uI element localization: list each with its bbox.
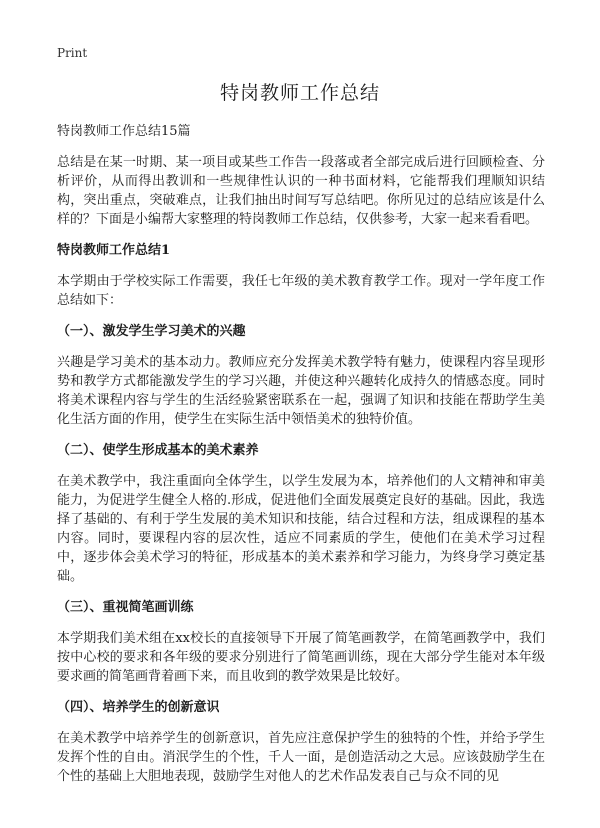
part-heading-3: （三）、重视简笔画训练 (57, 600, 194, 615)
document-subtitle: 特岗教师工作总结15篇 (57, 124, 191, 139)
part-heading-1: （一）、激发学生学习美术的兴趣 (57, 324, 246, 339)
section-heading: 特岗教师工作总结1 (57, 243, 171, 258)
print-link[interactable]: Print (57, 46, 88, 60)
part-heading-4: （四）、培养学生的创新意识 (57, 700, 220, 715)
part-heading-2: （二）、使学生形成基本的美术素养 (57, 443, 259, 458)
part-body-2: 在美术教学中，我注重面向全体学生，以学生发展为本，培养他们的人文精神和审美能力，为促进学生健全人格的.形成，促进他们全面发展奠定良好的基础。因此，我选择了基础的、有利于学生发展的美术知识和技能，结合过程和方法，组成课程的基本内容。同时，要课程内容的层次性，适应不同素质的学生，使他们在美术学习过程中，逐步体会美术学习的特征，形成基本的美术素养和学习能力，为终身学习奠定基础。 (57, 474, 545, 584)
document-content (57, 122, 545, 798)
document-title: 特岗教师工作总结 (219, 82, 380, 104)
intro-paragraph: 总结是在某一时期、某一项目或某些工作告一段落或者全部完成后进行回顾检查、分析评价，从而得出教训和一些规律性认识的一种书面材料，它能帮我们理顺知识结构，突出重点，突破难点，让我们抽出时间写写总结吧。你所见过的总结应该是什么样的？下面是小编帮大家整理的特岗教师工作总结，仅供参考，大家一起来看看吧。 (57, 155, 545, 227)
part-body-1: 兴趣是学习美术的基本动力。教师应充分发挥美术教学特有魅力，使课程内容呈现形势和教学方式都能激发学生的学习兴趣，并使这种兴趣转化成持久的情感态度。同时将美术课程内容与学生的生活经验紧密联系在一起，强调了知识和技能在帮助学生美化生活方面的作用，使学生在实际生活中领悟美术的独特价值。 (57, 355, 545, 427)
section-opening-paragraph: 本学期由于学校实际工作需要，我任七年级的美术教育教学工作。现对一学年度工作总结如下： (57, 274, 545, 308)
part-body-3: 本学期我们美术组在xx校长的直接领导下开展了简笔画教学，在简笔画教学中，我们按中心校的要求和各年级的要求分别进行了简笔画训练，现在大部分学生能对本年级要求画的简笔画背着画下来，而且收到的教学效果是比较好。 (57, 631, 545, 684)
part-body-4: 在美术教学中培养学生的创新意识，首先应注意保护学生的独特的个性，并给予学生发挥个性的自由。消泯学生的个性，千人一面，是创造活动之大忌。应该鼓励学生在个性的基础上大胆地表现，鼓励学生对他人的艺术作品发表自己与众不同的见 (57, 731, 545, 784)
